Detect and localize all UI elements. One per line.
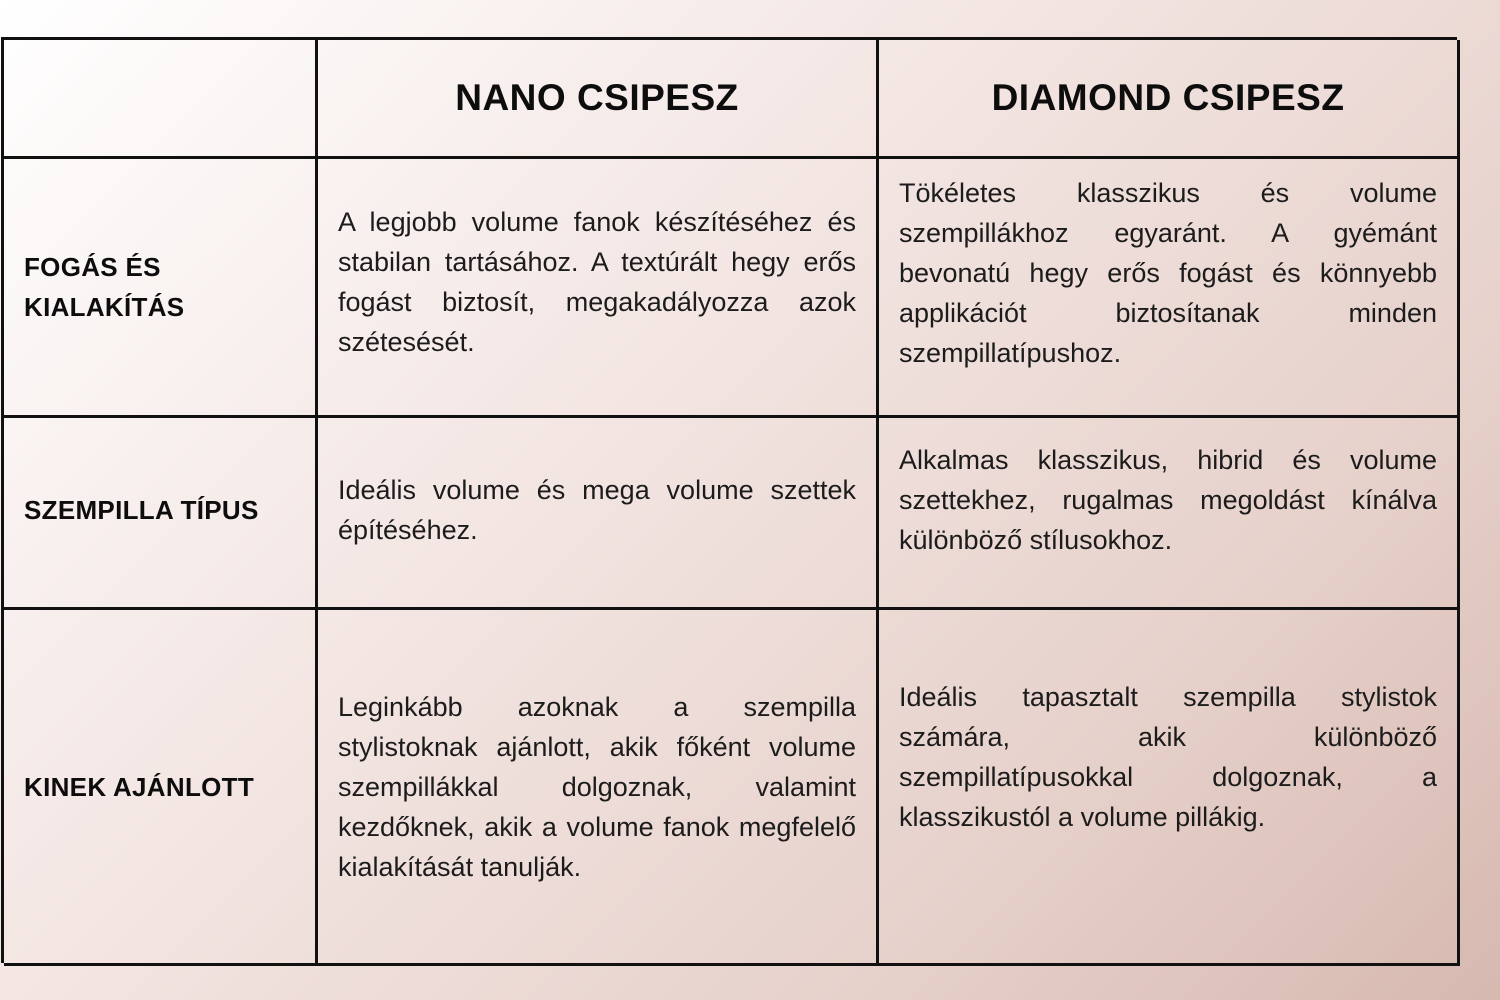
row-label-text: KINEK AJÁNLOTT — [24, 771, 255, 802]
header-nano-label: NANO CSIPESZ — [455, 77, 739, 118]
cell-text: Leginkább azoknak a szempilla stylistoknak ajánlott, akik főként volume szempillákkal dolgoznak, valamint kezdőknek, akik a volume fanok megfelelő kialakítását tanulják. — [338, 691, 856, 882]
cell-text: A legjobb volume fanok készítéséhez és stabilan tartásához. A textúrált hegy erős fogást biztosít, megakadályozza azok szétesését. — [338, 207, 856, 357]
header-nano — [318, 40, 879, 159]
cell-lash-type-diamond — [879, 418, 1460, 610]
row-label-text: SZEMPILLA TÍPUS — [24, 494, 259, 525]
cell-text: Ideális volume és mega volume szettek építéséhez. — [338, 474, 856, 545]
cell-grip-diamond — [879, 159, 1460, 418]
row-label-recommended — [4, 610, 318, 966]
comparison-table — [1, 37, 1457, 963]
header-diamond — [879, 40, 1460, 159]
cell-recommended-nano — [318, 610, 879, 966]
row-label-lash-type — [4, 418, 318, 610]
cell-grip-nano — [318, 159, 879, 418]
cell-text: Ideális tapasztalt szempilla stylistok számára, akik különböző szempillatípusokkal dolgoznak, a klasszikustól a volume pillákig. — [899, 681, 1437, 832]
cell-text: Alkalmas klasszikus, hibrid és volume szettekhez, rugalmas megoldást kínálva különböző stílusokhoz. — [899, 444, 1437, 555]
row-label-text: FOGÁS ÉS KIALAKÍTÁS — [24, 252, 185, 322]
header-diamond-label: DIAMOND CSIPESZ — [991, 77, 1345, 118]
cell-lash-type-nano — [318, 418, 879, 610]
header-corner-cell — [4, 40, 318, 159]
row-label-grip — [4, 159, 318, 418]
cell-text: Tökéletes klasszikus és volume szempillákhoz egyaránt. A gyémánt bevonatú hegy erős fogást és könnyebb applikációt biztosítanak minden szempillatípushoz. — [899, 178, 1437, 368]
cell-recommended-diamond — [879, 610, 1460, 966]
